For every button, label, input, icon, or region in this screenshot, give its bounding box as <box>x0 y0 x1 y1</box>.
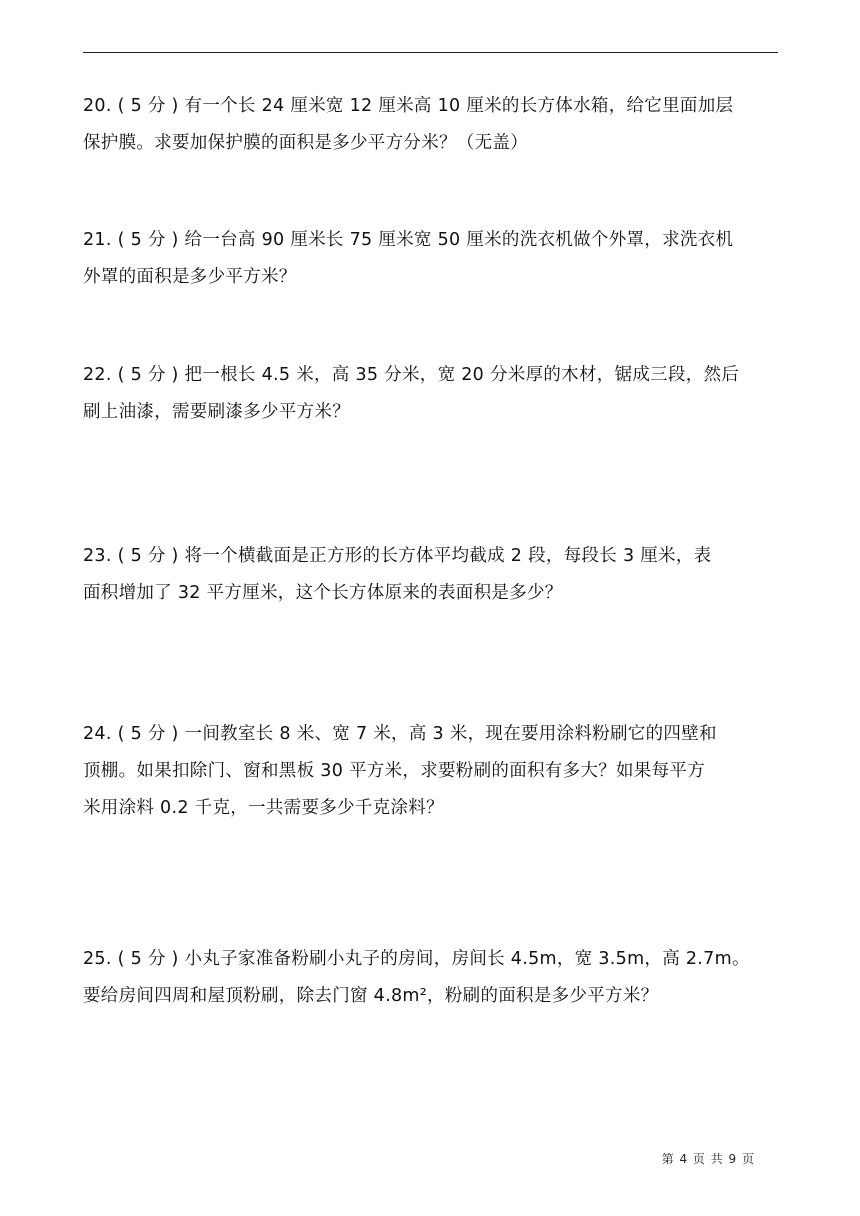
question-21 <box>83 222 783 296</box>
question-25 <box>83 941 783 1015</box>
question-line: 面积增加了 32 平方厘米，这个长方体原来的表面积是多少？ <box>83 583 563 603</box>
page-number: 第 4 页 共 9 页 <box>661 1152 755 1166</box>
question-20 <box>83 88 783 162</box>
question-line: 保护膜。求要加保护膜的面积是多少平方分米？（无盖） <box>83 133 528 153</box>
page-footer <box>0 1150 860 1167</box>
question-line: 21. ( 5 分 ) 给一台高 90 厘米长 75 厘米宽 50 厘米的洗衣机做个外罩，求洗衣机 <box>83 230 734 250</box>
question-line: 20. ( 5 分 ) 有一个长 24 厘米宽 12 厘米高 10 厘米的长方体水箱，给它里面加层 <box>83 96 734 116</box>
question-line: 刷上油漆，需要刷漆多少平方米？ <box>83 402 350 422</box>
question-line: 要给房间四周和屋顶粉刷，除去门窗 4.8m²，粉刷的面积是多少平方米？ <box>83 986 659 1006</box>
header-rule <box>83 52 778 53</box>
question-22 <box>83 357 783 431</box>
question-line: 23. ( 5 分 ) 将一个横截面是正方形的长方体平均截成 2 段，每段长 3 厘米，表 <box>83 546 712 566</box>
question-line: 25. ( 5 分 ) 小丸子家准备粉刷小丸子的房间，房间长 4.5m，宽 3.5m，高 2.7m。 <box>83 949 750 969</box>
question-line: 米用涂料 0.2 千克，一共需要多少千克涂料？ <box>83 798 444 818</box>
question-line: 24. ( 5 分 ) 一间教室长 8 米、宽 7 米，高 3 米，现在要用涂料粉刷它的四壁和 <box>83 724 717 744</box>
question-23 <box>83 538 783 612</box>
question-line: 22. ( 5 分 ) 把一根长 4.5 米，高 35 分米，宽 20 分米厚的木材，锯成三段，然后 <box>83 365 740 385</box>
question-line: 顶棚。如果扣除门、窗和黑板 30 平方米，求要粉刷的面积有多大？如果每平方 <box>83 761 705 781</box>
question-line: 外罩的面积是多少平方米？ <box>83 267 297 287</box>
question-24 <box>83 716 783 827</box>
